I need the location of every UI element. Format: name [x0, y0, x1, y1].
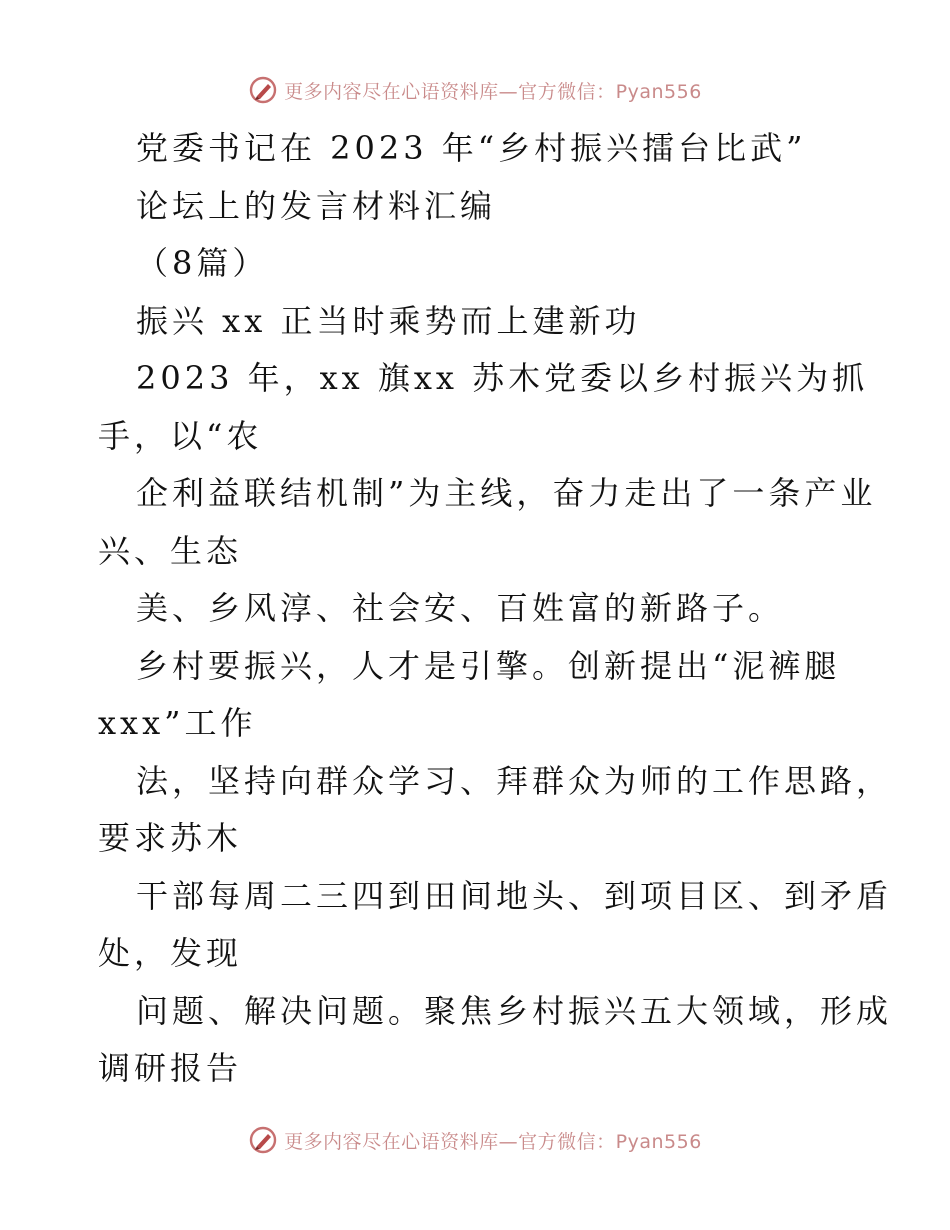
text-line: 干部每周二三四到田间地头、到项目区、到矛盾: [136, 876, 893, 915]
text-line: 党委书记在 2023 年“乡村振兴擂台比武”: [136, 129, 807, 167]
text-line: 要求苏木: [98, 819, 243, 857]
document-body: [98, 120, 898, 1098]
watermark-text: 更多内容尽在心语资料库—官方微信：Pyan556: [284, 1130, 702, 1153]
text-line: 美、乡风淳、社会安、百姓富的新路子。: [136, 589, 785, 627]
text-line: 振兴 xx 正当时乘势而上建新功: [136, 301, 641, 340]
text-line: 手，以“农: [98, 416, 263, 455]
text-line: （8篇）: [136, 244, 269, 282]
header-watermark: [0, 70, 950, 110]
pen-logo-icon: [248, 75, 278, 105]
text-line: 问题、解决问题。聚焦乡村振兴五大领域，形成: [136, 991, 893, 1030]
text-line: 企利益联结机制”为主线，奋力走出了一条产业: [136, 474, 877, 512]
footer-watermark: [0, 1120, 950, 1160]
text-line: 兴、生态: [98, 531, 243, 570]
text-line: 法，坚持向群众学习、拜群众为师的工作思路，: [136, 761, 893, 800]
watermark-text: 更多内容尽在心语资料库—官方微信：Pyan556: [284, 80, 702, 103]
text-line: 论坛上的发言材料汇编: [136, 186, 497, 225]
text-line: xxx”工作: [98, 704, 257, 742]
text-line: 2023 年，xx 旗xx 苏木党委以乡村振兴为抓: [136, 359, 869, 397]
pen-logo-icon: [248, 1125, 278, 1155]
text-line: 处，发现: [98, 934, 243, 972]
text-line: 调研报告: [98, 1049, 243, 1087]
text-line: 乡村要振兴，人才是引擎。创新提出“泥裤腿: [136, 646, 841, 685]
